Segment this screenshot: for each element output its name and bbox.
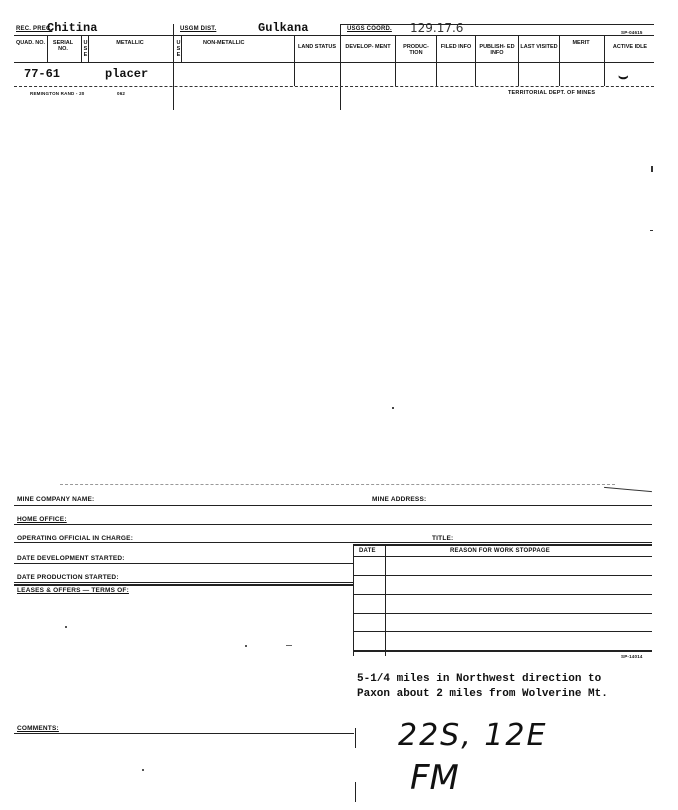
form-rule: [353, 556, 652, 557]
form-rule: [14, 733, 354, 734]
usgs-coord-label: USGS COORD.: [347, 26, 392, 32]
mine-company-name-label: MINE COMPANY NAME:: [17, 496, 95, 503]
col-divider: [340, 24, 341, 110]
printer-label: REMINGTON RAND - 20: [30, 91, 85, 96]
active-idle-mark: ⌣: [618, 68, 629, 85]
card-bottom-rule: [14, 86, 654, 87]
table-row-rule: [353, 631, 652, 632]
title-label: TITLE:: [432, 535, 454, 542]
usgm-dist-label: USGM DIST.: [180, 26, 217, 32]
operating-official-label: OPERATING OFFICIAL IN CHARGE:: [17, 535, 134, 542]
column-header-rule: [14, 62, 654, 63]
table-row-rule: [353, 650, 652, 652]
col-production: PRODUC- TION: [403, 44, 429, 56]
fold-line: [60, 484, 615, 485]
header-bottom-rule: [14, 35, 654, 36]
usgm-dist-value: Gulkana: [258, 21, 309, 35]
printer-code: 062: [117, 91, 126, 96]
column-edge: [355, 782, 356, 802]
col-non-metallic: NON-METALLIC: [203, 40, 245, 46]
col-development: DEVELOP- MENT: [345, 44, 391, 50]
table-row-rule: [353, 594, 652, 595]
form-rule: [14, 563, 354, 564]
usgs-coord-value: 129.17.6: [410, 21, 464, 35]
date-col-label: DATE: [359, 548, 376, 554]
rec-prec-label: REC. PREC.: [16, 26, 53, 32]
form-rule: [14, 584, 354, 586]
col-quad-no: QUAD. NO.: [16, 40, 46, 46]
col-divider: [518, 36, 519, 86]
location-note-line: Paxon about 2 miles from Wolverine Mt.: [357, 688, 608, 700]
col-active-idle: ACTIVE IDLE: [612, 44, 648, 50]
col-published-info: PUBLISH- ED INFO: [479, 44, 515, 56]
location-notes: [357, 672, 608, 702]
table-border: [353, 544, 354, 656]
col-divider: [436, 36, 437, 86]
table-row-rule: [353, 575, 652, 576]
col-divider: [475, 36, 476, 86]
col-land-status: LAND STATUS: [298, 44, 336, 50]
handwritten-township: 22S, 12E: [398, 718, 548, 753]
date-dev-started-label: DATE DEVELOPMENT STARTED:: [17, 555, 125, 562]
table-border: [385, 544, 386, 656]
col-divider: [395, 36, 396, 86]
dept-label: TERRITORIAL DEPT. OF MINES: [508, 90, 596, 96]
form-rule: [14, 542, 652, 543]
leases-label: LEASES & OFFERS — TERMS OF:: [17, 587, 129, 594]
col-divider: [173, 24, 174, 110]
col-last-visited: LAST VISITED: [520, 44, 558, 50]
col-divider: [559, 36, 560, 86]
reason-col-label: REASON FOR WORK STOPPAGE: [450, 548, 550, 554]
record-quad-no: 77-61: [24, 67, 61, 81]
form-code-top: SP-04615: [621, 30, 643, 35]
column-edge: [355, 728, 356, 748]
form-rule: [14, 524, 652, 525]
fold-curve: [604, 487, 652, 492]
date-prod-started-label: DATE PRODUCTION STARTED:: [17, 574, 119, 581]
col-metallic: METALLIC: [116, 40, 144, 46]
comments-label: COMMENTS:: [17, 725, 59, 732]
mine-address-label: MINE ADDRESS:: [372, 496, 427, 503]
form-code-bottom: SP-14014: [621, 654, 643, 659]
coord-top-rule: [340, 24, 654, 25]
table-row-rule: [353, 613, 652, 614]
col-divider: [88, 36, 89, 62]
scan-mark: [65, 626, 67, 628]
form-rule: [14, 505, 652, 506]
location-note-line: 5-1/4 miles in Northwest direction to: [357, 673, 602, 685]
form-rule: [353, 544, 652, 546]
col-divider: [294, 36, 295, 86]
col-divider: [604, 36, 605, 86]
scan-mark: [142, 769, 144, 771]
col-use-metallic: U S E: [83, 40, 88, 58]
rec-prec-value: Chitina: [47, 21, 98, 35]
col-divider: [181, 36, 182, 62]
col-divider: [81, 36, 82, 62]
scan-mark: [245, 645, 247, 647]
scan-mark: [286, 645, 292, 646]
col-divider: [47, 36, 48, 62]
scan-mark: [651, 166, 653, 172]
form-rule: [14, 582, 354, 583]
scan-mark: [392, 407, 394, 409]
col-use-nonmetallic: U S E: [176, 40, 181, 58]
col-filed-info: FILED INFO: [440, 44, 472, 50]
home-office-label: HOME OFFICE:: [17, 516, 67, 523]
handwritten-initials: FM: [410, 758, 459, 798]
col-merit: MERIT: [572, 40, 590, 46]
record-metallic: placer: [105, 67, 149, 81]
col-serial-no: SERIAL NO.: [52, 40, 74, 52]
scan-mark: [650, 230, 653, 231]
